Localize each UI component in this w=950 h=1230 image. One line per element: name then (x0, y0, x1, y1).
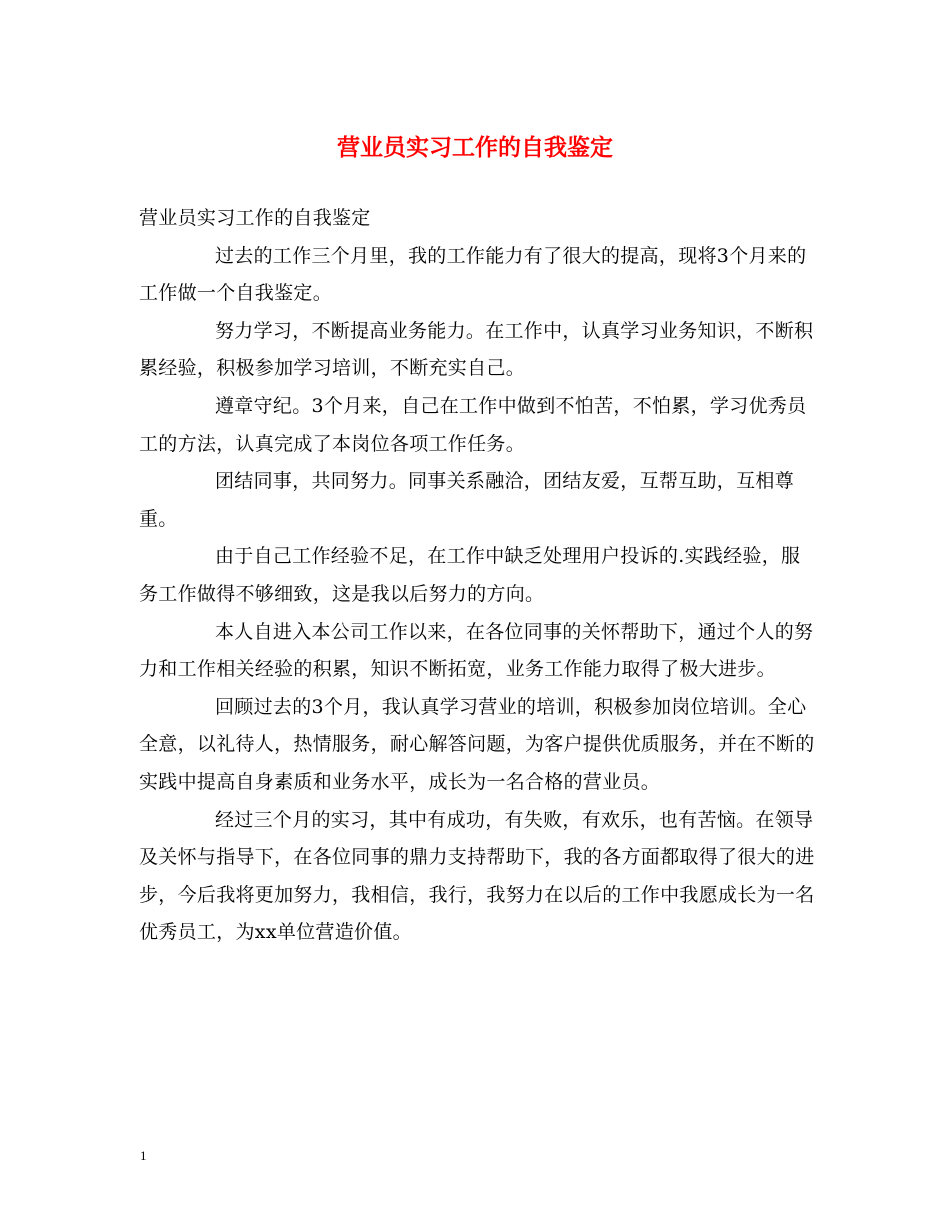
paragraph: 经过三个月的实习，其中有成功，有失败，有欢乐，也有苦恼。在领导及关怀与指导下，在各位同事的鼎力支持帮助下，我的各方面都取得了很大的进步，今后我将更加努力，我相信，我行，我努力在以后的工作中我愿成长为一名优秀员工，为xx单位营造价值。 (139, 808, 815, 944)
document-subtitle: 营业员实习工作的自我鉴定 (139, 207, 371, 229)
document-title: 营业员实习工作的自我鉴定 (337, 134, 613, 161)
paragraph: 努力学习，不断提高业务能力。在工作中，认真学习业务知识，不断积累经验，积极参加学习培训，不断充实自己。 (139, 319, 814, 380)
paragraph: 遵章守纪。3个月来，自己在工作中做到不怕苦，不怕累，学习优秀员工的方法，认真完成了本岗位各项工作任务。 (139, 394, 807, 455)
paragraph: 回顾过去的3个月，我认真学习营业的培训，积极参加岗位培训。全心全意，以礼待人，热情服务，耐心解答问题，为客户提供优质服务，并在不断的实践中提高自身素质和业务水平，成长为一名合格的营业员。 (139, 695, 815, 793)
paragraph: 过去的工作三个月里，我的工作能力有了很大的提高，现将3个月来的工作做一个自我鉴定。 (139, 244, 807, 305)
document-body (139, 200, 819, 952)
page-number: 1 (140, 1148, 147, 1163)
paragraph: 本人自进入本公司工作以来，在各位同事的关怀帮助下，通过个人的努力和工作相关经验的积累，知识不断拓宽，业务工作能力取得了极大进步。 (139, 620, 814, 681)
paragraph: 由于自己工作经验不足，在工作中缺乏处理用户投诉的.实践经验，服务工作做得不够细致，这是我以后努力的方向。 (139, 545, 801, 605)
paragraph: 团结同事，共同努力。同事关系融洽，团结友爱，互帮互助，互相尊重。 (139, 470, 795, 530)
